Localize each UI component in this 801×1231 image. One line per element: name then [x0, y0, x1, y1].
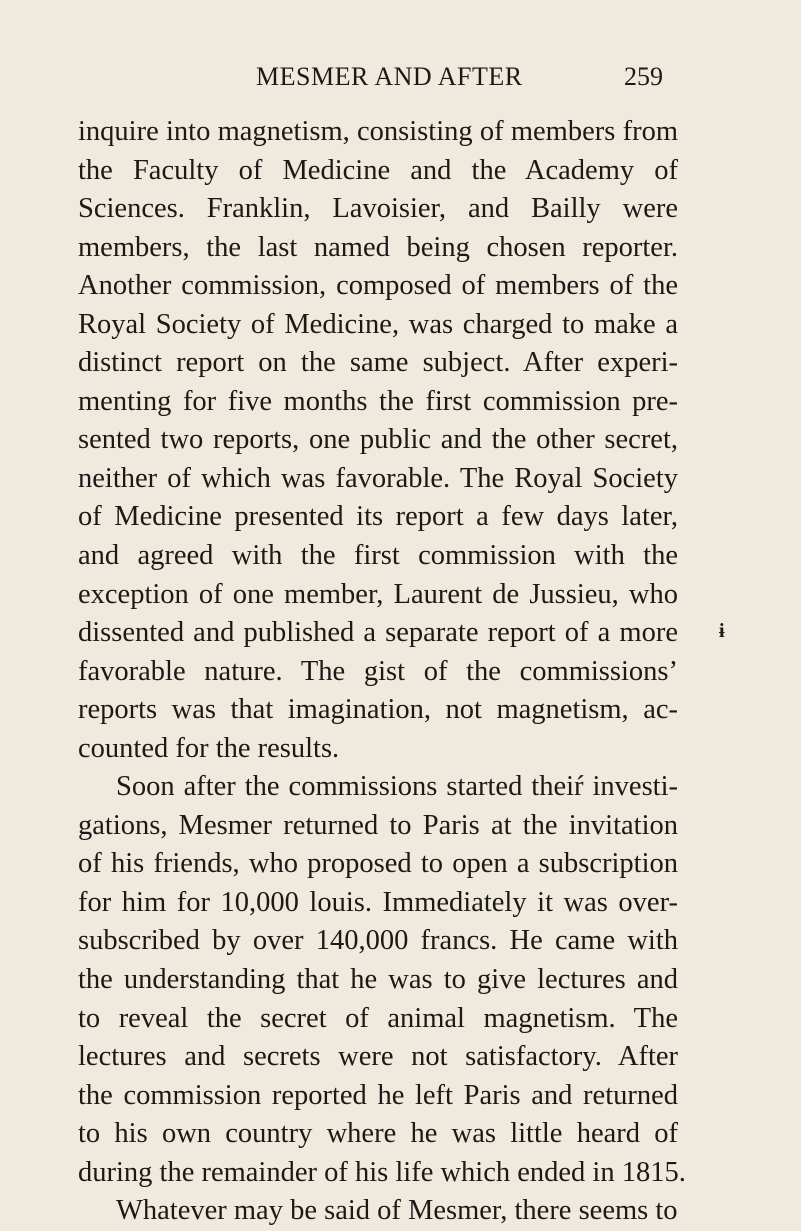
margin-mark: ɨ — [719, 620, 725, 642]
text-line: subscribed by over 140,000 francs. He came with — [78, 925, 678, 957]
text-line: Another commission, composed of members of the — [78, 270, 678, 302]
text-line: Royal Society of Medicine, was charged to make a — [78, 308, 678, 340]
text-line: the Faculty of Medicine and the Academy of — [78, 154, 678, 186]
text-line: members, the last named being chosen reporter. — [78, 231, 678, 263]
text-line: Soon after the commissions started theiŕ investi- — [116, 771, 678, 803]
text-line: inquire into magnetism, consisting of members from — [78, 116, 678, 147]
text-line: the understanding that he was to give lectures and — [78, 964, 678, 996]
text-line: reports was that imagination, not magnetism, ac- — [78, 694, 678, 726]
text-line: the commission reported he left Paris and returned — [78, 1079, 678, 1111]
text-line: of his friends, who proposed to open a subscription — [78, 848, 678, 880]
text-line: and agreed with the first commission with the — [78, 540, 678, 572]
running-head: MESMER AND AFTER — [256, 62, 523, 91]
text-line: for him for 10,000 louis. Immediately it was over- — [78, 886, 678, 918]
text-line: distinct report on the same subject. After experi- — [78, 347, 678, 379]
text-line: neither of which was favorable. The Royal Society — [78, 462, 678, 494]
text-line: Sciences. Franklin, Lavoisier, and Bailly were — [78, 193, 678, 225]
text-line: menting for five months the first commission pre- — [78, 385, 678, 417]
page-header — [0, 62, 801, 98]
text-line: of Medicine presented its report a few days later, — [78, 501, 678, 533]
text-line: to reveal the secret of animal magnetism. The — [78, 1002, 678, 1034]
text-line: during the remainder of his life which ended in 1815. — [78, 1156, 686, 1188]
text-line: Whatever may be said of Mesmer, there seems to — [116, 1195, 678, 1227]
text-line: dissented and published a separate report of a more — [78, 617, 678, 649]
text-line: sented two reports, one public and the other secret, — [78, 424, 678, 456]
text-line: favorable nature. The gist of the commissions’ — [78, 655, 678, 687]
text-line: gations, Mesmer returned to Paris at the invitation — [78, 809, 678, 841]
text-line: to his own country where he was little heard of — [78, 1118, 678, 1150]
text-line: exception of one member, Laurent de Jussieu, who — [78, 578, 678, 610]
text-line: lectures and secrets were not satisfactory. After — [78, 1041, 678, 1073]
page-number: 259 — [624, 62, 663, 91]
text-line: counted for the results. — [78, 732, 340, 764]
body-text — [78, 113, 686, 1231]
